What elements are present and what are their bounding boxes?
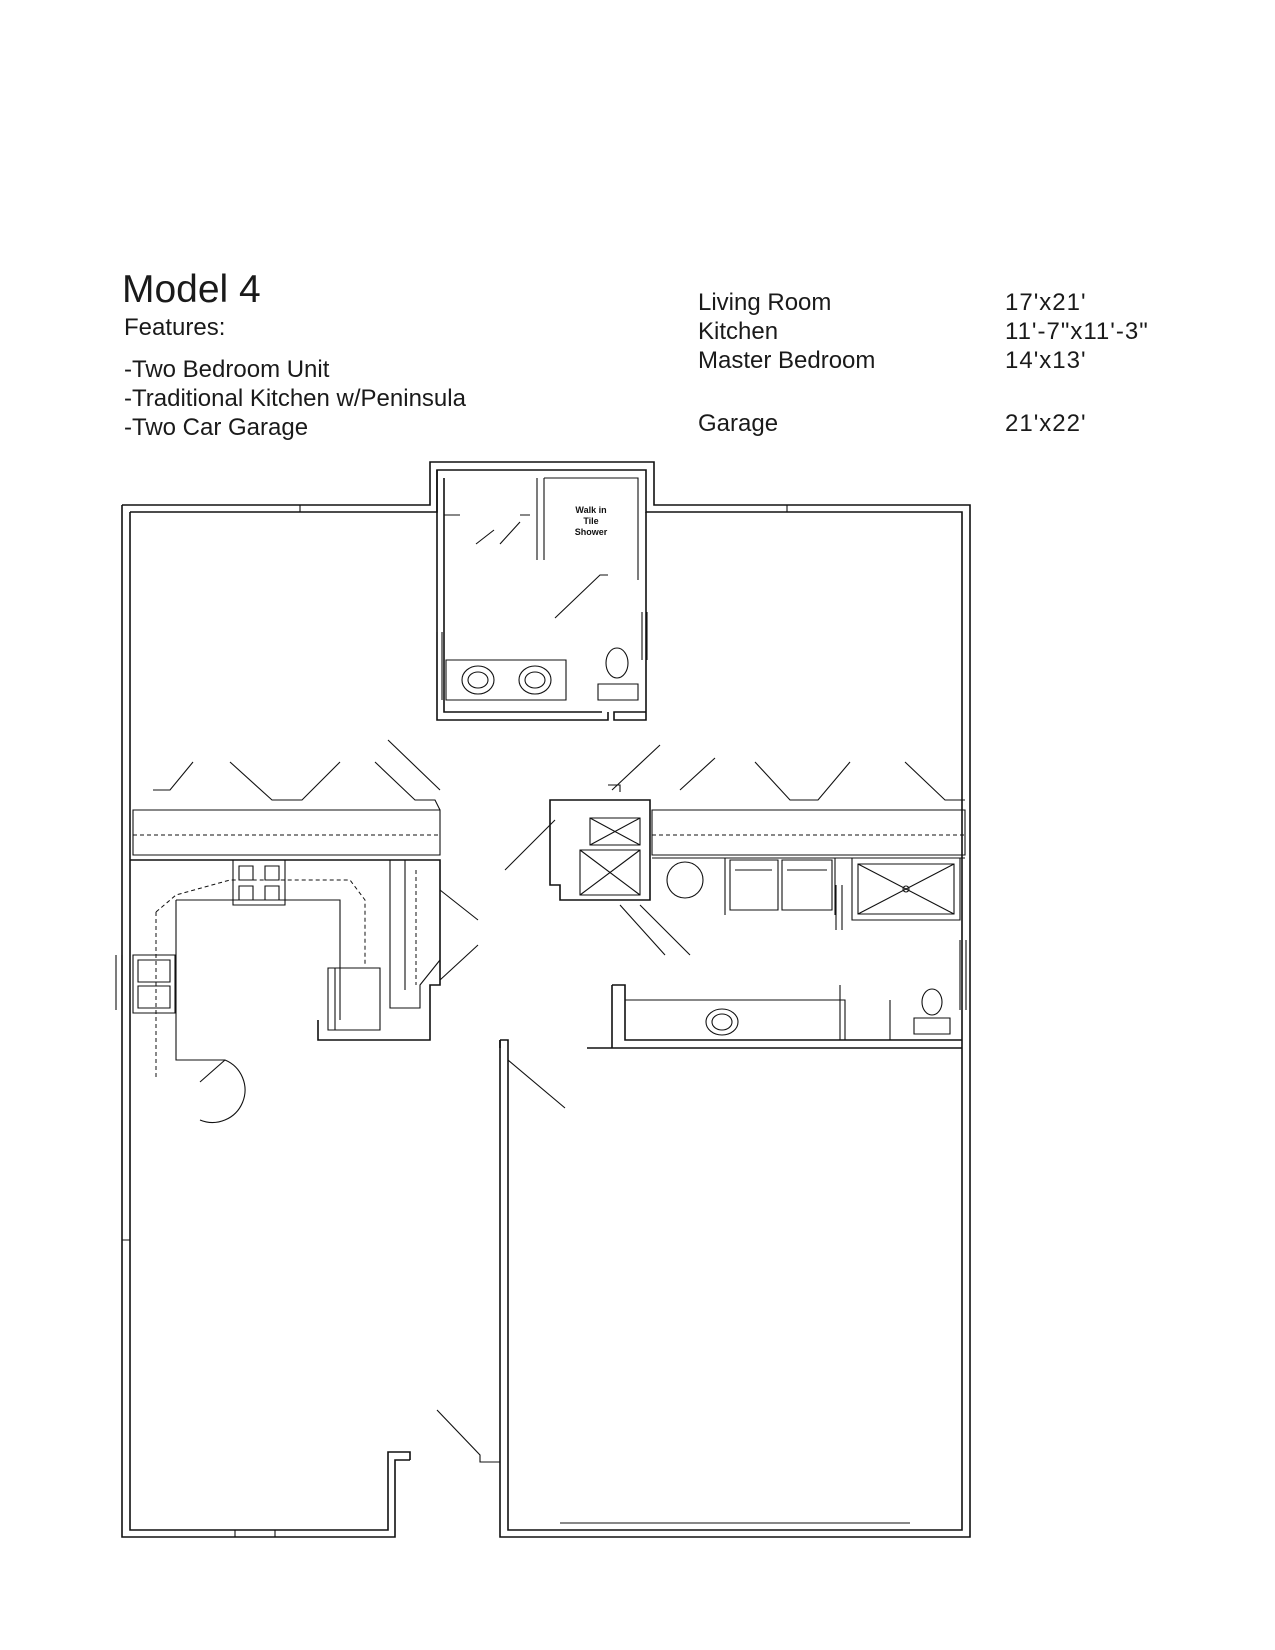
shower-label-line2: Tile bbox=[583, 516, 599, 526]
feature-item: -Traditional Kitchen w/Peninsula bbox=[124, 385, 466, 412]
room-name-master-bedroom: Master Bedroom bbox=[698, 347, 876, 374]
kitchen bbox=[130, 860, 478, 1122]
shower-label-line3: Shower bbox=[574, 527, 608, 537]
room-name-kitchen: Kitchen bbox=[698, 318, 779, 345]
garage-doors bbox=[122, 1040, 565, 1462]
room-name-garage: Garage bbox=[698, 410, 779, 437]
feature-item: -Two Bedroom Unit bbox=[124, 356, 330, 383]
features-heading: Features: bbox=[124, 314, 226, 341]
second-bath bbox=[587, 858, 966, 1048]
left-closet bbox=[133, 740, 440, 855]
laundry-area bbox=[505, 800, 965, 955]
room-size-kitchen: 11'-7"x11'-3" bbox=[1005, 318, 1149, 345]
shower-label-line1: Walk in bbox=[575, 505, 607, 515]
room-name-living: Living Room bbox=[698, 289, 832, 316]
right-closet bbox=[608, 745, 965, 855]
master-bath bbox=[437, 470, 647, 720]
model-title: Model 4 bbox=[122, 268, 261, 311]
feature-item: -Two Car Garage bbox=[124, 414, 309, 441]
room-size-garage: 21'x22' bbox=[1005, 410, 1087, 437]
room-size-master-bedroom: 14'x13' bbox=[1005, 347, 1087, 374]
room-size-living: 17'x21' bbox=[1005, 289, 1087, 316]
